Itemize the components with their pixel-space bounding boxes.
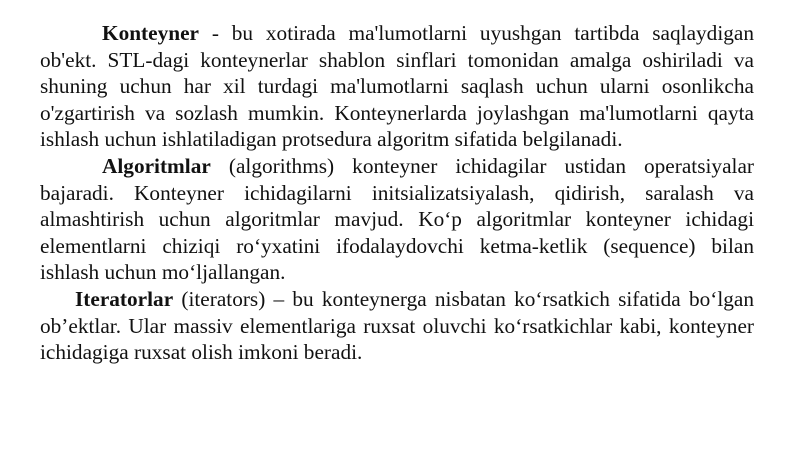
definition-algoritmlar: (algorithms) konteyner ichidagilar ustidan operatsiyalar bajaradi. Konteyner ichidagilarni initsializatsiyalash, qidirish, saralash va almashtirish uchun algoritmlar mavjud. Ko‘p algoritmlar konteyner ichidagi elementlarni chiziqi ro‘yxatini ifodalaydovchi ketma-ketlik (sequence) bilan ishlash uchun mo‘ljallangan.	[40, 153, 754, 285]
definition-konteyner: - bu xotirada ma'lumotlarni uyushgan tartibda saqlaydigan ob'ekt. STL-dagi konteynerlar shablon sinflari tomonidan amalga oshiriladi va shuning uchun har xil turdagi ma'lumotlarni saqlash uchun ularni osonlikcha o'zgartirish va sozlash mumkin. Konteynerlarda joylashgan ma'lumotlarni qayta ishlash uchun ishlatiladigan protsedura algoritm sifatida belgilanadi.	[40, 21, 754, 152]
paragraph-konteyner	[40, 20, 754, 153]
paragraph-algoritmlar	[40, 153, 754, 286]
definition-iteratorlar: (iterators) – bu konteynerga nisbatan ko‘rsatkich sifatida bo‘lgan ob’ektlar. Ular massiv elementlariga ruxsat oluvchi ko‘rsatkichlar kabi, konteyner ichidagiga ruxsat olish imkoni beradi.	[40, 286, 754, 365]
term-iteratorlar: Iteratorlar	[75, 286, 174, 311]
term-algoritmlar: Algoritmlar	[102, 153, 211, 178]
term-konteyner: Konteyner	[102, 21, 200, 45]
paragraph-iteratorlar	[40, 286, 754, 366]
